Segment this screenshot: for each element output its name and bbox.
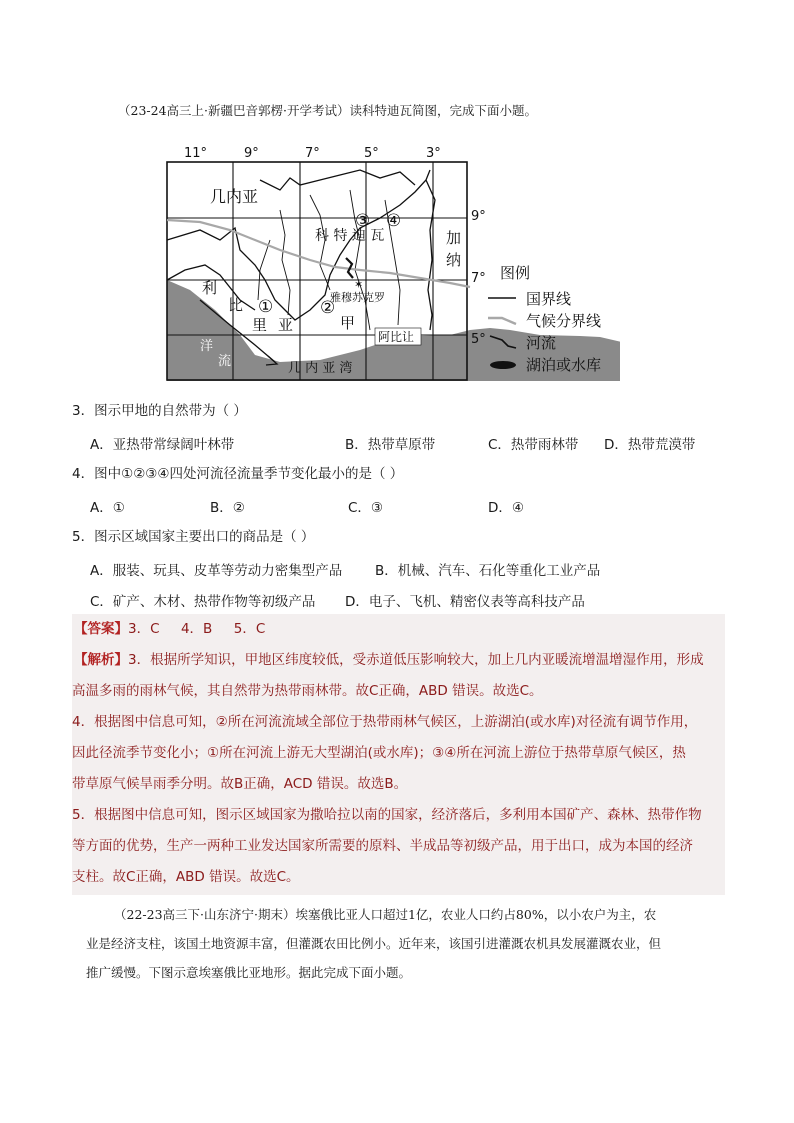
q4-option-a[interactable]: A．① <box>90 500 125 516</box>
legend-lake-symbol <box>490 361 516 369</box>
analysis-p4-line2: 因此径流季节变化小；①所在河流上游无大型湖泊(或水库)；③④所在河流上游位于热带草原气候区，热 <box>72 745 686 761</box>
q5-option-b[interactable]: B．机械、汽车、石化等重化工业产品 <box>375 563 601 579</box>
lat-label-9: 9° <box>471 209 486 224</box>
q4-option-b[interactable]: B．② <box>210 500 245 516</box>
legend-item-lake: 湖泊或水库 <box>526 356 602 374</box>
legend-item-climate: 气候分界线 <box>526 312 602 330</box>
label-current-1: 洋 <box>200 339 214 354</box>
label-jia: 甲 <box>340 314 356 332</box>
lat-label-7: 7° <box>471 271 486 286</box>
analysis-p3-text1: 3．根据所学知识，甲地区纬度较低，受赤道低压影响较大，加上几内亚暖流增温增湿作用，形成 <box>128 652 704 668</box>
next-intro-line1: （22-23高三下·山东济宁·期末）埃塞俄比亚人口超过1亿，农业人口约占80%，以小农户为主，农 <box>114 907 657 922</box>
analysis-p4-line3: 带草原气候旱雨季分明。故B正确，ACD 错误。故选B。 <box>72 776 408 792</box>
capital-star-icon: ✶ <box>354 278 364 291</box>
answer-line <box>72 614 725 645</box>
question-3-stem: 3．图示甲地的自然带为（ ） <box>72 403 247 419</box>
legend-item-river: 河流 <box>526 334 557 352</box>
next-question-intro <box>86 900 726 987</box>
lon-label-5: 5° <box>364 146 379 161</box>
lon-label-7: 7° <box>305 146 320 161</box>
lon-label-3: 3° <box>426 146 441 161</box>
answer-text: 3．C 4．B 5．C <box>128 621 266 637</box>
analysis-p5-line3: 支柱。故C正确，ABD 错误。故选C。 <box>72 869 300 885</box>
question-5-stem: 5．图示区域国家主要出口的商品是（ ） <box>72 529 315 545</box>
label-num-1: ① <box>258 297 274 317</box>
label-current-2: 流 <box>218 354 232 369</box>
label-num-2: ② <box>320 298 336 318</box>
answer-analysis-box <box>72 614 725 895</box>
label-num-4: ④ <box>386 211 402 231</box>
legend-climate-symbol <box>488 318 516 324</box>
lat-label-5: 5° <box>471 332 486 347</box>
lon-label-11: 11° <box>184 146 208 161</box>
label-ivory-coast: 科 特 迪 瓦 <box>315 228 385 244</box>
analysis-p3-line1 <box>72 645 725 676</box>
label-guinea: 几内亚 <box>210 187 259 206</box>
next-intro-line3: 推广缓慢。下图示意埃塞俄比亚地形。据此完成下面小题。 <box>86 965 412 980</box>
label-liberia-4: 亚 <box>278 316 294 334</box>
q3-option-d[interactable]: D．热带荒漠带 <box>604 437 696 453</box>
q4-option-d[interactable]: D．④ <box>488 500 524 516</box>
question-intro: （23-24高三上·新疆巴音郭楞·开学考试）读科特迪瓦简图，完成下面小题。 <box>118 103 537 118</box>
analysis-p3-line2: 高温多雨的雨林气候，其自然带为热带雨林带。故C正确，ABD 错误。故选C。 <box>72 683 543 699</box>
label-num-3: ③ <box>355 211 371 231</box>
q3-option-a[interactable]: A．亚热带常绿阔叶林带 <box>90 437 235 453</box>
label-gulf: 几 内 亚 湾 <box>288 361 353 376</box>
next-intro-line2: 业是经济支柱，该国土地资源丰富，但灌溉农田比例小。近年来，该国引进灌溉农机具发展灌溉农业，但 <box>86 936 662 951</box>
lon-label-9: 9° <box>244 146 259 161</box>
analysis-p4-line1: 4．根据图中信息可知，②所在河流流域全部位于热带雨林气候区，上游湖泊(或水库)对径流有调节作用， <box>72 714 698 730</box>
cote-divoire-map <box>160 140 620 385</box>
label-liberia-3: 里 <box>252 316 268 334</box>
analysis-p5-line2: 等方面的优势，生产一两种工业发达国家所需要的原料、半成品等初级产品，用于出口，成为本国的经济 <box>72 838 693 854</box>
analysis-p5-line1: 5．根据图中信息可知，图示区域国家为撒哈拉以南的国家，经济落后，多利用本国矿产、森林、热带作物 <box>72 807 702 823</box>
label-ghana-2: 纳 <box>446 251 462 269</box>
question-4-stem: 4．图中①②③④四处河流径流量季节变化最小的是（ ） <box>72 466 404 482</box>
q4-option-c[interactable]: C．③ <box>348 500 384 516</box>
label-liberia-2: 比 <box>228 296 244 314</box>
label-yamoussoukro: 雅穆苏克罗 <box>330 291 385 304</box>
legend-item-border: 国界线 <box>526 290 572 308</box>
analysis-tag: 【解析】 <box>74 652 128 668</box>
label-abidjan: 阿比让 <box>378 330 415 344</box>
answer-tag: 【答案】 <box>74 621 128 637</box>
legend-title: 图例 <box>500 264 531 282</box>
label-ghana-1: 加 <box>446 229 462 247</box>
label-liberia-1: 利 <box>202 279 218 297</box>
q3-option-c[interactable]: C．热带雨林带 <box>488 437 579 453</box>
q5-option-d[interactable]: D．电子、飞机、精密仪表等高科技产品 <box>345 594 585 610</box>
q5-option-a[interactable]: A．服装、玩具、皮革等劳动力密集型产品 <box>90 563 343 579</box>
q5-option-c[interactable]: C．矿产、木材、热带作物等初级产品 <box>90 594 316 610</box>
q3-option-b[interactable]: B．热带草原带 <box>345 437 436 453</box>
